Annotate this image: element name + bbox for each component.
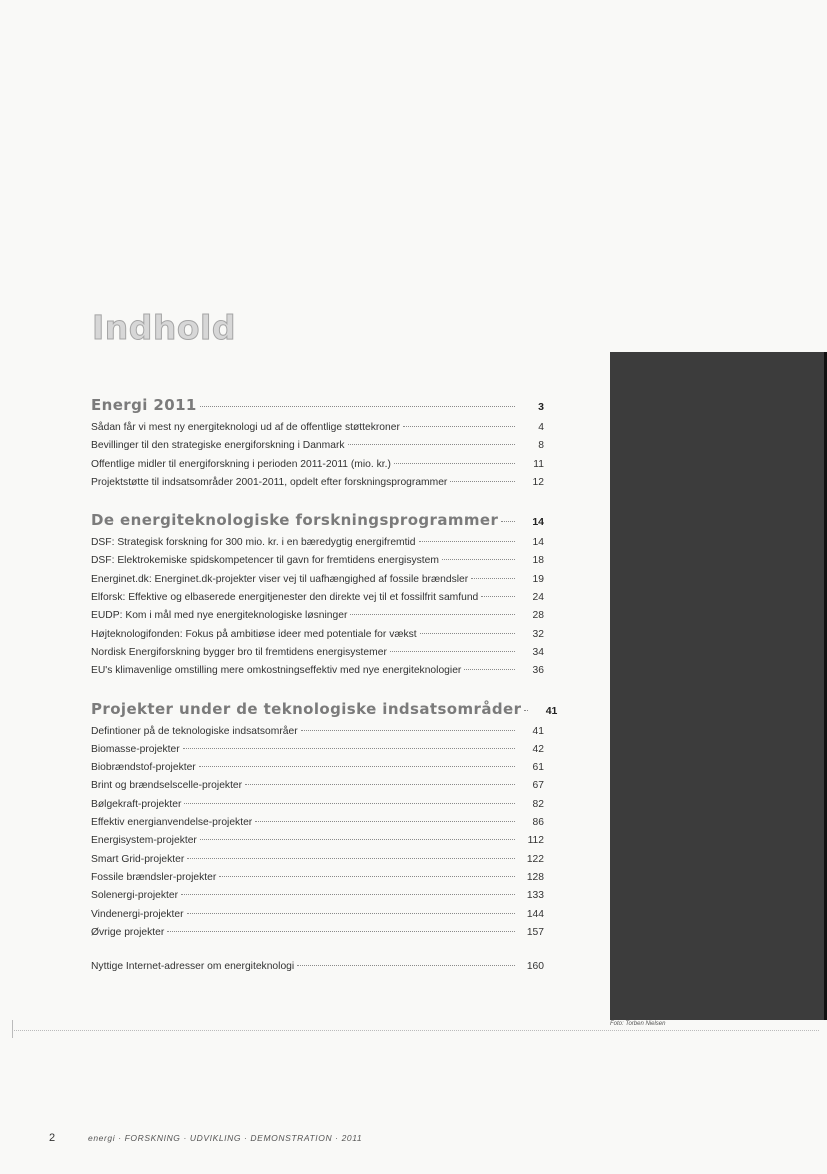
toc-entry[interactable] [91,723,544,741]
dot-leader [403,426,515,427]
toc-entry-text: Øvrige projekter [91,926,165,938]
toc-page-number: 41 [545,704,558,717]
toc-page-number: 32 [532,628,544,640]
toc-page-number: 34 [532,646,544,658]
toc-entry-text: DSF: Elektrokemiske spidskompetencer til gavn for fremtidens energisystem [91,555,439,567]
dot-leader [219,876,515,877]
toc-entry[interactable] [91,534,544,552]
toc-page-number: 86 [532,817,544,829]
toc-page-number: 4 [538,422,544,433]
dot-leader [350,614,515,615]
toc-heading-text: De energiteknologiske forskningsprogrammer [91,511,499,530]
dot-leader [184,803,515,804]
toc-entry[interactable] [91,869,544,887]
dot-leader [200,839,515,840]
toc-entry-text: Smart Grid-projekter [91,853,185,865]
toc-entry-text: Nyttige Internet-adresser om energiteknologi [91,961,295,973]
toc-entry[interactable] [91,741,544,759]
toc-entry[interactable] [91,759,544,777]
dot-leader [481,596,515,597]
dot-leader [297,965,515,966]
toc-section-internet [91,958,544,976]
toc-page-number: 3 [538,401,544,413]
dot-leader [419,541,516,542]
toc-heading-text: Energi 2011 [91,396,197,414]
toc-entry[interactable] [91,777,544,795]
toc-entry[interactable] [91,851,544,869]
dot-leader [187,913,515,914]
page-title: Indhold [92,308,236,347]
toc-section-heading[interactable] [91,697,558,723]
toc-page-number: 157 [526,926,544,938]
toc-section-heading[interactable] [91,393,544,419]
toc-page-number: 18 [532,555,544,567]
toc-page-number: 67 [532,780,544,792]
toc-entry-text: Nordisk Energiforskning bygger bro til fremtidens energisystemer [91,646,387,658]
dot-leader [245,784,515,785]
toc-entry[interactable] [91,958,544,976]
toc-entry[interactable] [91,437,544,455]
dot-leader [464,669,515,670]
dot-leader [301,730,515,731]
toc-entry-text: Energisystem-projekter [91,835,197,847]
dot-leader [181,894,515,895]
toc-entry-text: Solenergi-projekter [91,890,178,902]
toc-page-number: 19 [532,573,544,585]
photo-image [610,352,827,1020]
toc-entry[interactable] [91,662,544,680]
toc-page-number: 61 [532,762,544,774]
toc-section-energi-2011 [91,393,544,492]
dot-leader [442,559,515,560]
dot-leader [167,931,515,932]
toc-page-number: 28 [532,610,544,622]
toc-entry-text: Offentlige midler til energiforskning i perioden 2011-2011 (mio. kr.) [91,458,391,470]
toc-entry-text: Defintioner på de teknologiske indsatsområer [91,725,298,737]
toc-page-number: 112 [527,835,544,847]
dot-leader [394,463,515,464]
toc-entry[interactable] [91,626,544,644]
dot-leader [390,651,515,652]
toc-entry-text: Projektstøtte til indsatsområder 2001-2011, opdelt efter forskningsprogrammer [91,476,448,488]
toc-entry[interactable] [91,474,544,492]
toc-entry[interactable] [91,571,544,589]
table-of-contents [91,393,558,992]
toc-entry-text: Brint og brændselscelle-projekter [91,780,243,792]
toc-page-number: 82 [532,798,544,810]
toc-page-number: 12 [532,476,544,488]
toc-section-forskningsprogrammer [91,508,544,680]
toc-entry[interactable] [91,456,544,474]
toc-entry-text: EUDP: Kom i mål med nye energiteknologiske løsninger [91,610,348,622]
toc-entry[interactable] [91,832,544,850]
toc-entry[interactable] [91,796,544,814]
dot-leader [524,710,528,711]
toc-entry-text: Vindenergi-projekter [91,908,184,920]
horizontal-rule [12,1030,819,1031]
toc-page-number: 133 [526,890,544,902]
toc-page-number: 11 [533,458,544,470]
toc-entry[interactable] [91,906,544,924]
toc-section-projekter [91,697,558,943]
toc-page-number: 41 [532,725,544,737]
toc-page-number: 24 [532,592,544,604]
toc-entry[interactable] [91,924,544,942]
toc-section-heading[interactable] [91,508,544,534]
footer-text: energi · FORSKNING · UDVIKLING · DEMONSTRATION · 2011 [88,1133,363,1143]
page-number: 2 [49,1132,56,1144]
photo-credit: Foto: Torben Nielsen [610,1021,666,1027]
toc-entry-text: Bevillinger til den strategiske energiforskning i Danmark [91,440,345,452]
toc-entry-text: Biomasse-projekter [91,743,180,755]
toc-entry[interactable] [91,552,544,570]
toc-page-number: 36 [532,665,544,677]
toc-entry[interactable] [91,589,544,607]
toc-entry[interactable] [91,814,544,832]
toc-page-number: 128 [526,871,544,883]
toc-entry-text: Biobrændstof-projekter [91,762,196,774]
dot-leader [348,444,515,445]
toc-entry[interactable] [91,419,544,437]
toc-page-number: 160 [526,961,544,973]
toc-entry-text: Sådan får vi mest ny energiteknologi ud af de offentlige støttekroner [91,422,400,433]
dot-leader [187,858,515,859]
toc-entry-text: Bølgekraft-projekter [91,798,182,810]
toc-page-number: 14 [532,516,544,529]
toc-entry-text: Højteknologifonden: Fokus på ambitiøse ideer med potentiale for vækst [91,628,417,640]
toc-entry-text: Fossile brændsler-projekter [91,871,217,883]
toc-heading-text: Projekter under de teknologiske indsatsområder [91,699,522,718]
toc-page-number: 8 [538,440,544,452]
toc-entry-text: Elforsk: Effektive og elbaserede energitjenester den direkte vej til et fossilfrit samfund [91,592,479,604]
toc-page-number: 122 [526,853,544,865]
dot-leader [450,481,515,482]
dot-leader [200,406,515,407]
toc-entry[interactable] [91,887,544,905]
dot-leader [183,748,515,749]
dot-leader [255,821,515,822]
dot-leader [471,578,515,579]
toc-entry-text: DSF: Strategisk forskning for 300 mio. kr. i en bæredygtig energifremtid [91,537,416,549]
toc-entry-text: Effektiv energianvendelse-projekter [91,817,253,829]
dot-leader [199,766,515,767]
toc-page-number: 14 [532,537,544,549]
toc-page-number: 42 [532,743,544,755]
toc-page-number: 144 [526,908,544,920]
dot-leader [501,521,515,522]
toc-entry[interactable] [91,607,544,625]
margin-line [12,1020,13,1038]
toc-entry-text: EU's klimavenlige omstilling mere omkostningseffektiv med nye energiteknologier [91,665,462,677]
toc-entry-text: Energinet.dk: Energinet.dk-projekter viser vej til uafhængighed af fossile brændsler [91,573,469,585]
toc-entry[interactable] [91,644,544,662]
dot-leader [420,633,515,634]
